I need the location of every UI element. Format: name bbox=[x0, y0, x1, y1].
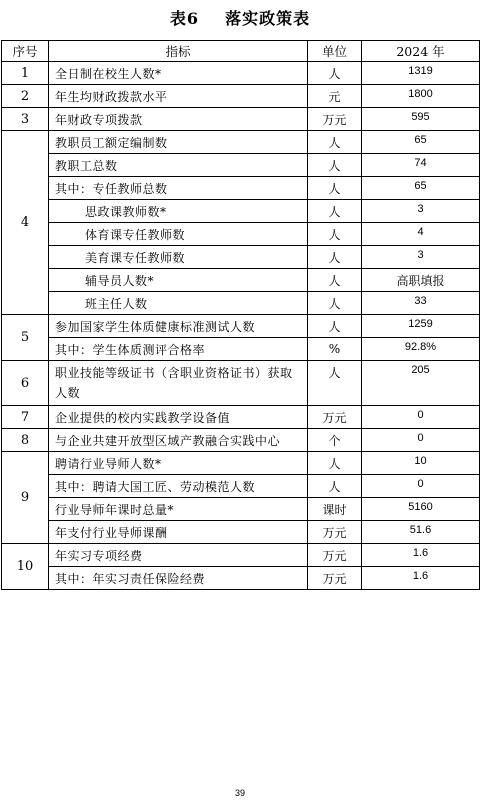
row-value: 4 bbox=[362, 223, 480, 246]
row-value: 10 bbox=[362, 452, 480, 475]
row-unit: 人 bbox=[308, 177, 362, 200]
table-number: 表6 bbox=[169, 9, 200, 28]
table-row bbox=[2, 315, 480, 338]
table-row bbox=[2, 361, 480, 406]
row-indicator: 参加国家学生体质健康标准测试人数 bbox=[49, 315, 308, 338]
table-row bbox=[2, 108, 480, 131]
row-value: 65 bbox=[362, 177, 480, 200]
row-indicator: 企业提供的校内实践教学设备值 bbox=[49, 406, 308, 429]
row-value: 92.8% bbox=[362, 338, 480, 361]
table-row bbox=[2, 200, 480, 223]
row-value: 1319 bbox=[362, 62, 480, 85]
row-unit: 人 bbox=[308, 154, 362, 177]
page-number: 39 bbox=[234, 788, 245, 798]
row-unit: 人 bbox=[308, 246, 362, 269]
row-unit: 人 bbox=[308, 361, 362, 406]
row-indicator: 美育课专任教师数 bbox=[49, 246, 308, 269]
table-row bbox=[2, 544, 480, 567]
row-indicator: 全日制在校生人数* bbox=[49, 62, 308, 85]
row-indicator: 年实习专项经费 bbox=[49, 544, 308, 567]
header-year: 2024 年 bbox=[362, 41, 480, 62]
table-row bbox=[2, 85, 480, 108]
row-indicator: 思政课教师数* bbox=[49, 200, 308, 223]
table-row bbox=[2, 154, 480, 177]
row-unit: 人 bbox=[308, 200, 362, 223]
row-unit: 人 bbox=[308, 131, 362, 154]
table-row bbox=[2, 429, 480, 452]
table-row bbox=[2, 567, 480, 590]
table-row bbox=[2, 406, 480, 429]
row-unit: 人 bbox=[308, 223, 362, 246]
row-indicator: 年生均财政拨款水平 bbox=[49, 85, 308, 108]
row-unit: 万元 bbox=[308, 544, 362, 567]
row-value: 65 bbox=[362, 131, 480, 154]
row-unit: 人 bbox=[308, 475, 362, 498]
row-value: 0 bbox=[362, 429, 480, 452]
row-indicator: 其中：聘请大国工匠、劳动模范人数 bbox=[49, 475, 308, 498]
row-number: 4 bbox=[2, 131, 49, 315]
row-unit: 万元 bbox=[308, 521, 362, 544]
row-indicator: 其中：学生体质测评合格率 bbox=[49, 338, 308, 361]
row-value: 1259 bbox=[362, 315, 480, 338]
table-row bbox=[2, 338, 480, 361]
row-unit: 人 bbox=[308, 452, 362, 475]
row-value: 1.6 bbox=[362, 544, 480, 567]
table-name: 落实政策表 bbox=[225, 9, 311, 28]
row-value: 1800 bbox=[362, 85, 480, 108]
row-value: 74 bbox=[362, 154, 480, 177]
row-number: 3 bbox=[2, 108, 49, 131]
row-value: 0 bbox=[362, 406, 480, 429]
row-value: 595 bbox=[362, 108, 480, 131]
row-indicator: 年支付行业导师课酬 bbox=[49, 521, 308, 544]
row-indicator: 聘请行业导师人数* bbox=[49, 452, 308, 475]
row-value: 3 bbox=[362, 200, 480, 223]
row-unit: 万元 bbox=[308, 406, 362, 429]
table-row bbox=[2, 292, 480, 315]
row-indicator: 年财政专项拨款 bbox=[49, 108, 308, 131]
row-number: 8 bbox=[2, 429, 49, 452]
row-number: 6 bbox=[2, 361, 49, 406]
table-row bbox=[2, 177, 480, 200]
row-unit: 个 bbox=[308, 429, 362, 452]
row-unit: 人 bbox=[308, 315, 362, 338]
header-indicator: 指标 bbox=[49, 41, 308, 62]
table-title bbox=[0, 6, 480, 29]
row-unit: 万元 bbox=[308, 567, 362, 590]
row-number: 5 bbox=[2, 315, 49, 361]
table-row bbox=[2, 452, 480, 475]
header-row bbox=[2, 41, 480, 62]
row-value: 3 bbox=[362, 246, 480, 269]
row-number: 1 bbox=[2, 62, 49, 85]
table-row bbox=[2, 223, 480, 246]
row-value: 1.6 bbox=[362, 567, 480, 590]
row-value: 51.6 bbox=[362, 521, 480, 544]
row-indicator: 辅导员人数* bbox=[49, 269, 308, 292]
row-indicator: 其中：专任教师总数 bbox=[49, 177, 308, 200]
table-row bbox=[2, 62, 480, 85]
row-indicator: 教职工总数 bbox=[49, 154, 308, 177]
row-number: 9 bbox=[2, 452, 49, 544]
row-indicator: 教职员工额定编制数 bbox=[49, 131, 308, 154]
header-unit: 单位 bbox=[308, 41, 362, 62]
table-row bbox=[2, 269, 480, 292]
row-unit: % bbox=[308, 338, 362, 361]
header-no: 序号 bbox=[2, 41, 49, 62]
row-value: 高职填报 bbox=[362, 269, 480, 292]
table-row bbox=[2, 521, 480, 544]
row-value: 205 bbox=[362, 361, 480, 406]
policy-table bbox=[1, 40, 480, 590]
row-number: 7 bbox=[2, 406, 49, 429]
row-number: 2 bbox=[2, 85, 49, 108]
table-row bbox=[2, 498, 480, 521]
row-indicator: 行业导师年课时总量* bbox=[49, 498, 308, 521]
row-unit: 人 bbox=[308, 292, 362, 315]
row-unit: 人 bbox=[308, 62, 362, 85]
table-row bbox=[2, 246, 480, 269]
row-value: 33 bbox=[362, 292, 480, 315]
row-number: 10 bbox=[2, 544, 49, 590]
row-indicator: 与企业共建开放型区域产教融合实践中心 bbox=[49, 429, 308, 452]
row-indicator: 职业技能等级证书（含职业资格证书）获取人数 bbox=[49, 361, 308, 406]
row-unit: 课时 bbox=[308, 498, 362, 521]
row-value: 0 bbox=[362, 475, 480, 498]
row-value: 5160 bbox=[362, 498, 480, 521]
row-unit: 人 bbox=[308, 269, 362, 292]
row-indicator: 体育课专任教师数 bbox=[49, 223, 308, 246]
row-indicator: 其中：年实习责任保险经费 bbox=[49, 567, 308, 590]
row-unit: 元 bbox=[308, 85, 362, 108]
table-row bbox=[2, 475, 480, 498]
row-indicator: 班主任人数 bbox=[49, 292, 308, 315]
table-row bbox=[2, 131, 480, 154]
row-unit: 万元 bbox=[308, 108, 362, 131]
